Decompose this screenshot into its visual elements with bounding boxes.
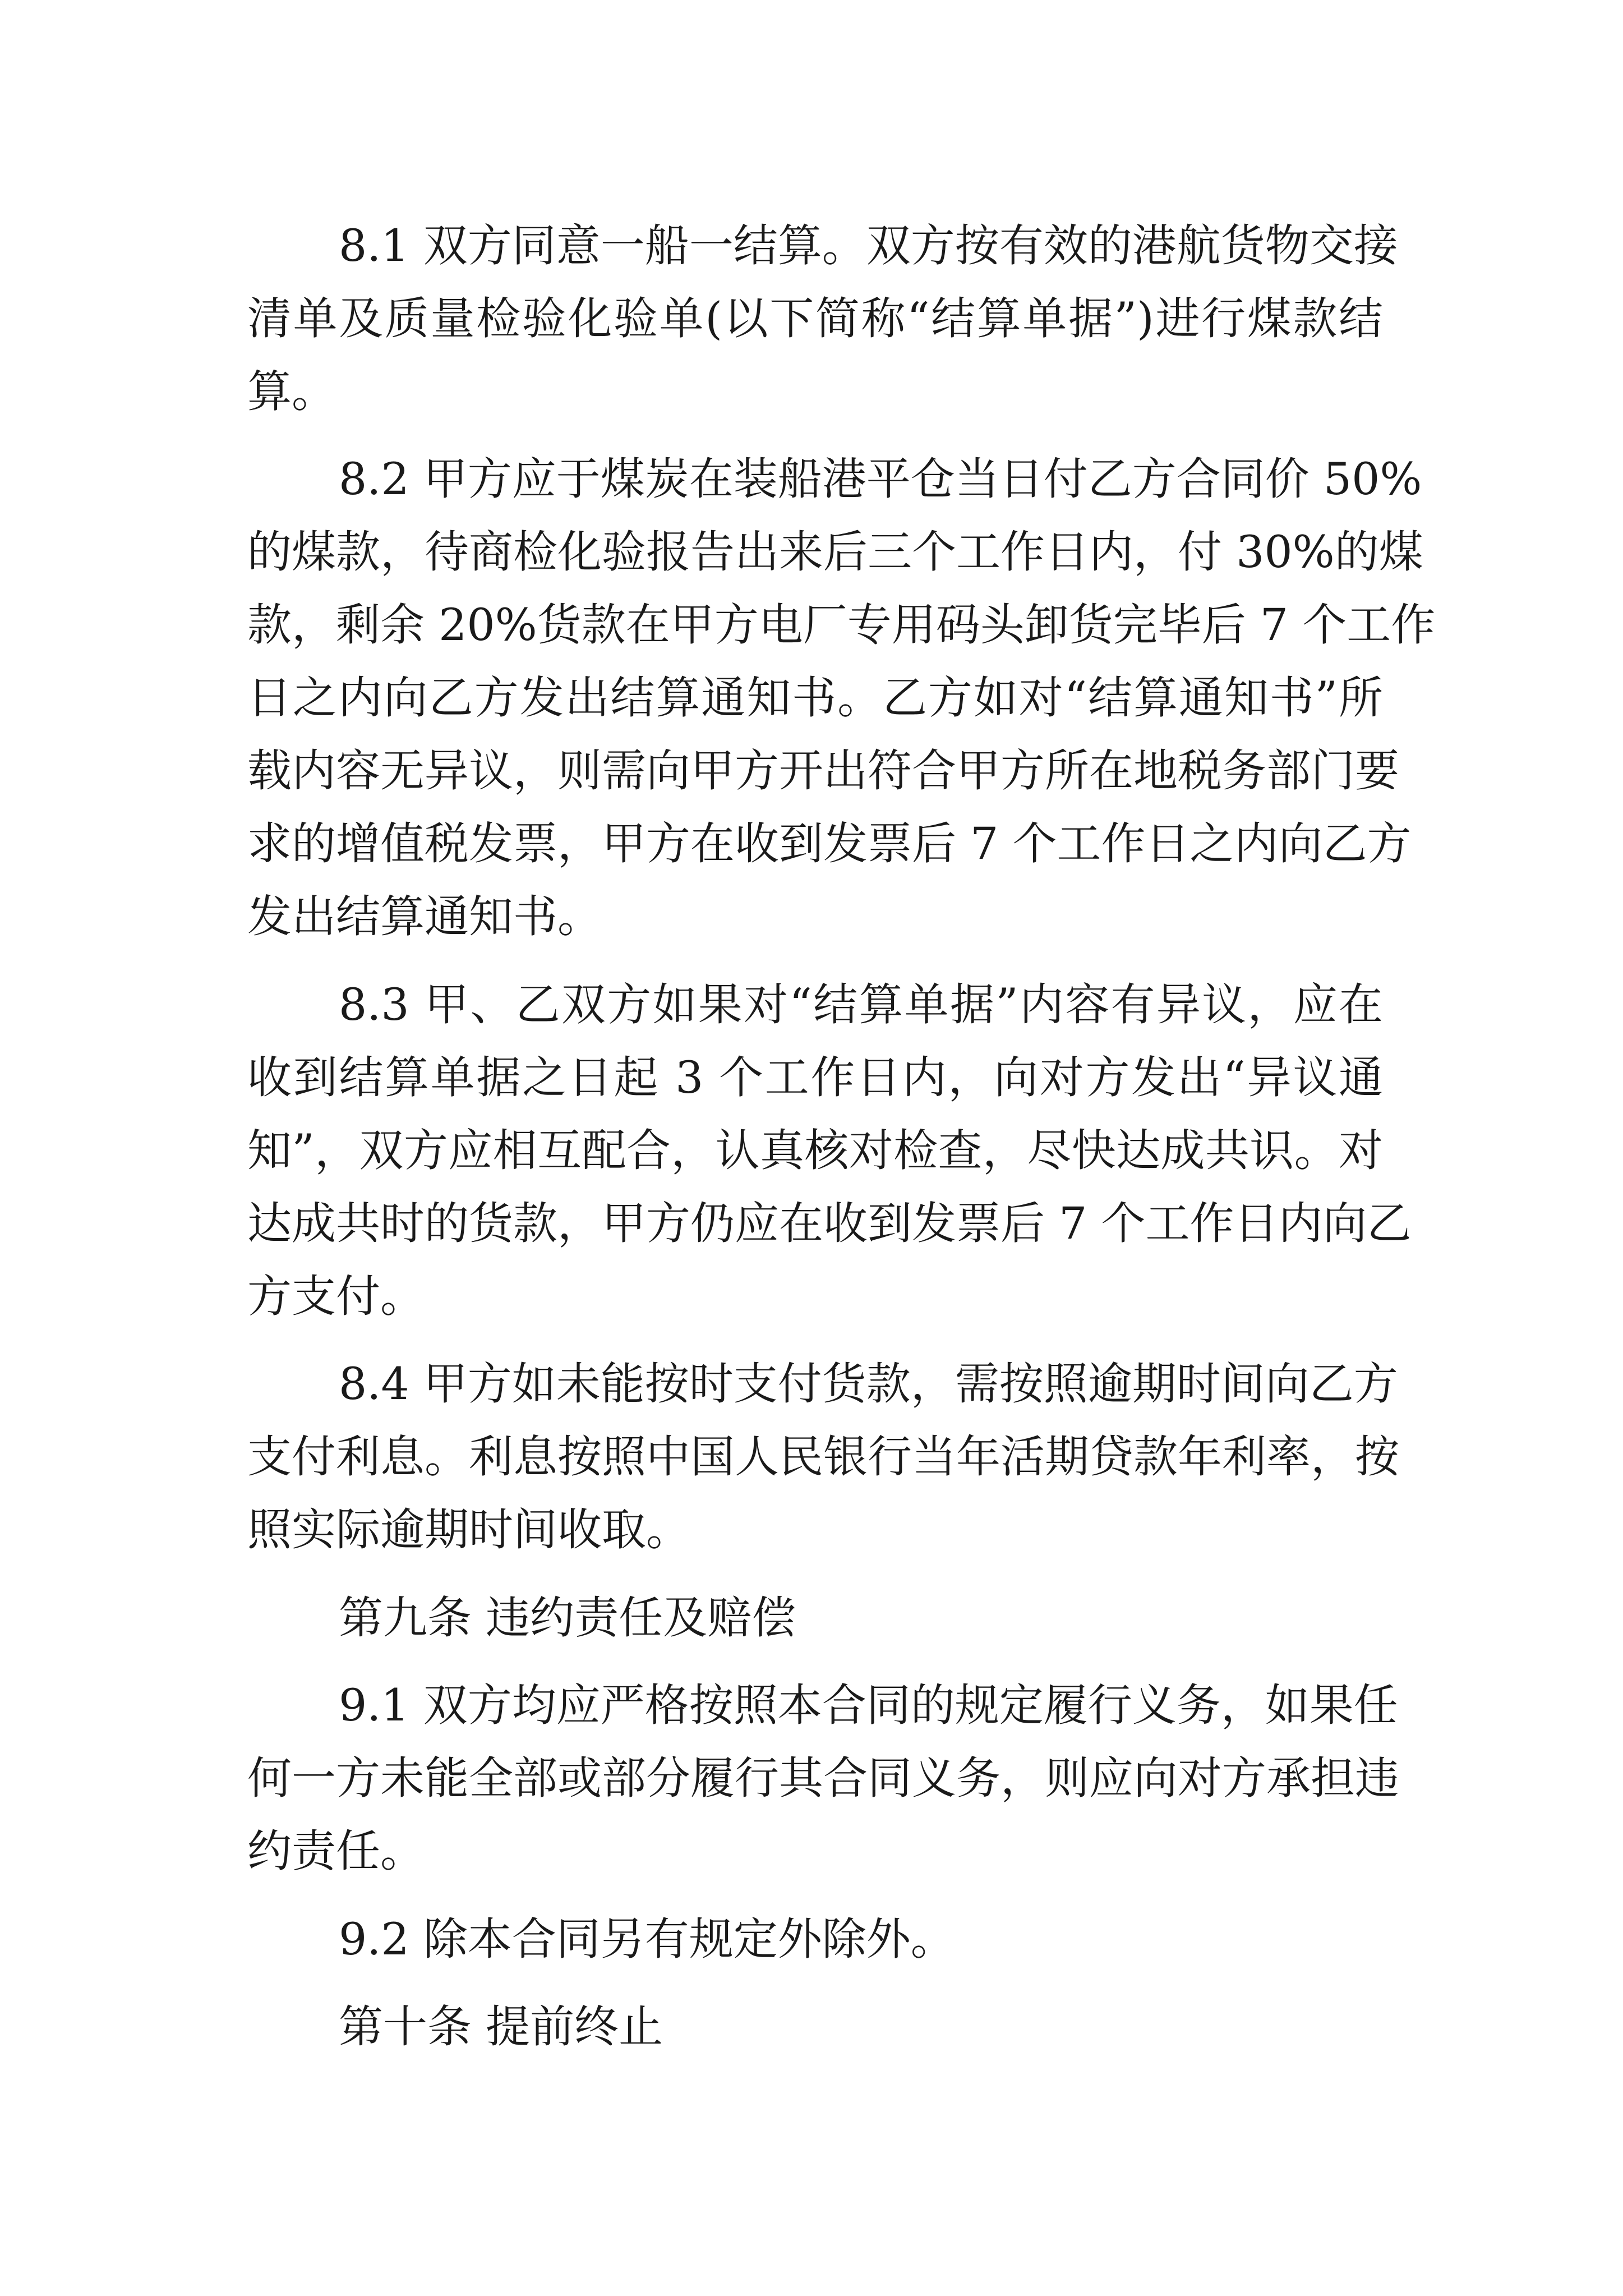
- text-line: 支付利息。利息按照中国人民银行当年活期贷款年利率，按: [247, 1431, 1399, 1483]
- text-line: 日之内向乙方发出结算通知书。乙方如对“结算通知书”所: [247, 672, 1383, 724]
- text-line: 8.1 双方同意一船一结算。双方按有效的港航货物交接: [339, 220, 1398, 272]
- text-line: 8.3 甲、乙双方如果对“结算单据”内容有异议，应在: [339, 979, 1383, 1030]
- text-line: 求的增值税发票，甲方在收到发票后 7 个工作日之内向乙方: [247, 818, 1412, 869]
- text-line: 方支付。: [247, 1271, 425, 1322]
- text-line: 何一方未能全部或部分履行其合同义务，则应向对方承担违: [247, 1752, 1399, 1804]
- text-line: 达成共时的货款，甲方仍应在收到发票后 7 个工作日内向乙: [247, 1198, 1412, 1249]
- text-line: 9.1 双方均应严格按照本合同的规定履行义务，如果任: [339, 1680, 1398, 1731]
- text-line: 清单及质量检验化验单(以下简称“结算单据”)进行煤款结: [247, 293, 1383, 344]
- text-line: 知”，双方应相互配合，认真核对检查，尽快达成共识。对: [247, 1125, 1383, 1176]
- text-line: 发出结算通知书。: [247, 891, 602, 942]
- text-line: 约责任。: [247, 1825, 425, 1877]
- text-line: 款，剩余 20%货款在甲方电厂专用码头卸货完毕后 7 个工作: [247, 599, 1436, 651]
- text-line: 的煤款，待商检化验报告出来后三个工作日内，付 30%的煤: [247, 526, 1423, 578]
- section-heading: 第九条 违约责任及赔偿: [339, 1592, 796, 1644]
- text-line: 算。: [247, 366, 336, 417]
- text-line: 8.2 甲方应于煤炭在装船港平仓当日付乙方合同价 50%: [339, 453, 1422, 505]
- text-line: 照实际逾期时间收取。: [247, 1504, 690, 1556]
- text-line: 8.4 甲方如未能按时支付货款，需按照逾期时间向乙方: [339, 1358, 1398, 1410]
- text-line: 载内容无异议，则需向甲方开出符合甲方所在地税务部门要: [247, 745, 1399, 797]
- text-line: 收到结算单据之日起 3 个工作日内，向对方发出“异议通: [247, 1052, 1383, 1103]
- section-heading: 第十条 提前终止: [339, 2001, 663, 2053]
- text-line: 9.2 除本合同另有规定外除外。: [339, 1913, 955, 1965]
